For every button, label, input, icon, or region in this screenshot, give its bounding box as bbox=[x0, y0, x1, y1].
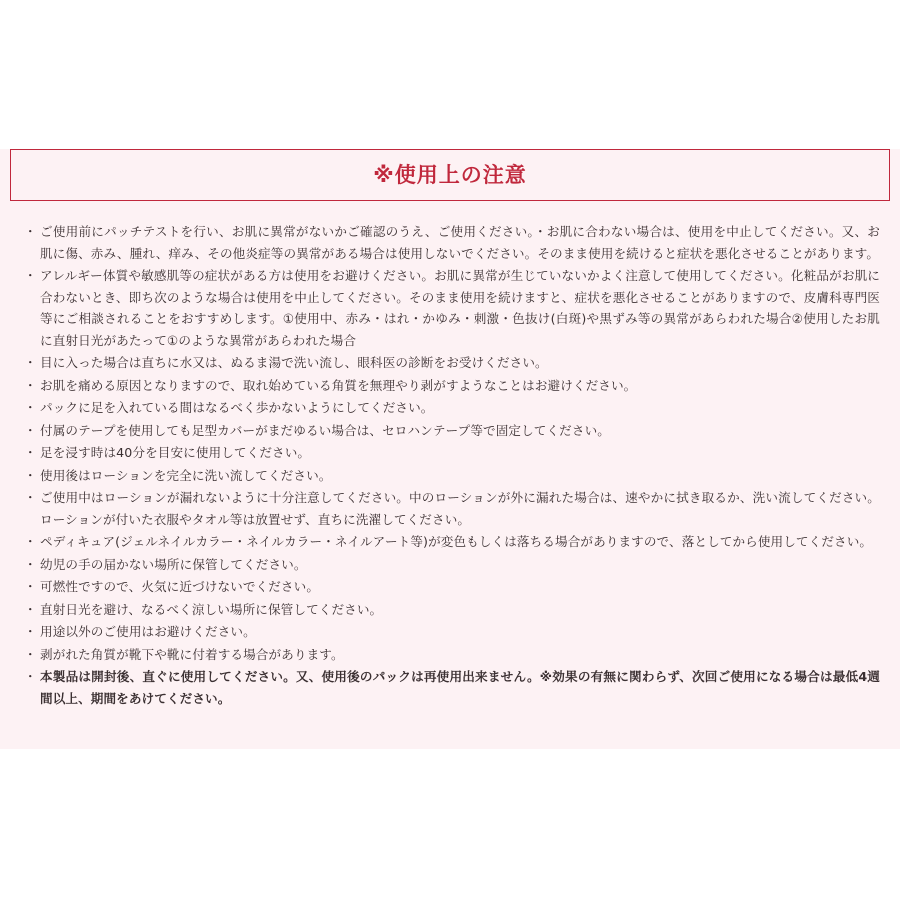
list-item bbox=[24, 554, 880, 576]
list-item bbox=[24, 442, 880, 464]
list-item-text: 本製品は開封後、直ぐに使用してください。又、使用後のパックは再使用出来ません。※効果の有無に関わらず、次回ご使用になる場合は最低4週間以上、期間をあけてください。 bbox=[40, 669, 880, 706]
list-item bbox=[24, 531, 880, 553]
list-item-text: 可燃性ですので、火気に近づけないでください。 bbox=[40, 579, 320, 594]
notice-list bbox=[24, 221, 880, 710]
bullet-icon: ・ bbox=[24, 601, 37, 617]
list-item-text: 用途以外のご使用はお避けください。 bbox=[40, 624, 256, 639]
list-item bbox=[24, 576, 880, 598]
list-item-text: 直射日光を避け、なるべく涼しい場所に保管してください。 bbox=[40, 601, 383, 617]
bullet-icon: ・ bbox=[24, 490, 37, 505]
list-item bbox=[24, 375, 880, 397]
bullet-icon: ・ bbox=[24, 400, 37, 415]
list-item-text: 付属のテープを使用しても足型カバーがまだゆるい場合は、セロハンテープ等で固定してください。 bbox=[40, 422, 610, 438]
list-item bbox=[24, 221, 880, 264]
list-item-text: ご使用前にパッチテストを行い、お肌に異常がないかご確認のうえ、ご使用ください。・お肌に合わない場合は、使用を中止してください。又、お肌に傷、赤み、腫れ、痒み、その他炎症等の異常がある場合は使用しないでください。そのまま使用を続けると症状を悪化させることがあります。 bbox=[40, 224, 880, 261]
page-title: ※使用上の注意 bbox=[373, 162, 527, 187]
list-item-text: 幼児の手の届かない場所に保管してください。 bbox=[40, 556, 307, 572]
list-item bbox=[24, 420, 880, 442]
bullet-icon: ・ bbox=[24, 377, 37, 393]
bullet-icon: ・ bbox=[24, 669, 37, 684]
bullet-icon: ・ bbox=[24, 624, 37, 639]
bullet-icon: ・ bbox=[24, 556, 37, 572]
list-item bbox=[24, 644, 880, 666]
bullet-icon: ・ bbox=[24, 579, 37, 594]
list-item-text: パックに足を入れている間はなるべく歩かないようにしてください。 bbox=[40, 400, 434, 415]
list-item bbox=[24, 352, 880, 374]
list-item-text: ペディキュア(ジェルネイルカラー・ネイルカラー・ネイルアート等)が変色もしくは落ちる場合がありますので、落としてから使用してください。 bbox=[40, 534, 873, 549]
usage-notice-panel bbox=[0, 149, 900, 749]
bullet-icon: ・ bbox=[24, 355, 37, 370]
list-item bbox=[24, 465, 880, 487]
list-item bbox=[24, 265, 880, 351]
bullet-icon: ・ bbox=[24, 268, 37, 283]
list-item-text: アレルギー体質や敏感肌等の症状がある方は使用をお避けください。お肌に異常が生じていないかよく注意して使用してください。化粧品がお肌に合わないとき、即ち次のような場合は使用を中止してください。そのまま使用を続けますと、症状を悪化させることがありますので、皮膚科専門医等にご相談されることをおすすめします。①使用中、赤み・はれ・かゆみ・刺激・色抜け(白斑)や黒ずみ等の異常があらわれた場合②使用したお肌に直射日光があたって①のような異常があらわれた場合 bbox=[40, 268, 880, 348]
list-item-text: ご使用中はローションが漏れないように十分注意してください。中のローションが外に漏れた場合は、速やかに拭き取るか、洗い流してください。ローションが付いた衣服やタオル等は放置せず、直ちに洗濯してください。 bbox=[40, 490, 880, 527]
bullet-icon: ・ bbox=[24, 422, 37, 438]
list-item bbox=[24, 599, 880, 621]
bullet-icon: ・ bbox=[24, 445, 37, 460]
list-item-text: お肌を痛める原因となりますので、取れ始めている角質を無理やり剥がすようなことはお避けください。 bbox=[40, 377, 637, 393]
list-item-text: 剥がれた角質が靴下や靴に付着する場合があります。 bbox=[40, 646, 344, 662]
notice-title-box bbox=[10, 149, 890, 201]
list-item-text: 目に入った場合は直ちに水又は、ぬるま湯で洗い流し、眼科医の診断をお受けください。 bbox=[40, 355, 548, 370]
list-item bbox=[24, 397, 880, 419]
list-item-text: 足を浸す時は40分を目安に使用してください。 bbox=[40, 445, 311, 460]
bullet-icon: ・ bbox=[24, 534, 37, 549]
list-item bbox=[24, 666, 880, 709]
bullet-icon: ・ bbox=[24, 467, 37, 483]
list-item-text: 使用後はローションを完全に洗い流してください。 bbox=[40, 467, 332, 483]
bullet-icon: ・ bbox=[24, 224, 37, 239]
list-item bbox=[24, 621, 880, 643]
list-item bbox=[24, 487, 880, 530]
bullet-icon: ・ bbox=[24, 646, 37, 662]
